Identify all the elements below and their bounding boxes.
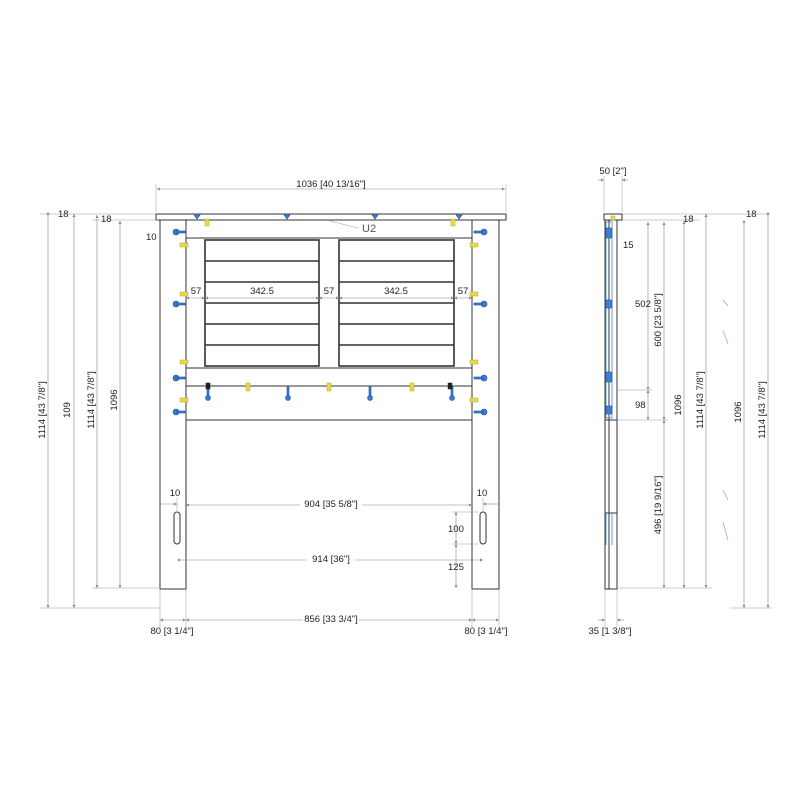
front-left-post <box>160 220 186 589</box>
dim-side-top-thickness-right: 18 <box>746 209 757 220</box>
dim-side-total-height-right: 1114 [43 7/8"] <box>757 381 768 439</box>
dim-top-thickness-right: 18 <box>101 214 112 225</box>
dim-left-total-height: 1114 [43 7/8"] <box>37 381 48 439</box>
dim-side-total-height: 1114 [43 7/8"] <box>695 371 706 429</box>
dim-side-panel-height: 600 [23 5/8"] <box>653 293 664 347</box>
dim-post-width-right: 80 [3 1/4"] <box>464 626 508 637</box>
dim-slot-offset-left: 10 <box>169 488 181 499</box>
dim-side-slat-offset: 15 <box>623 240 634 251</box>
dim-side-lower-height: 496 [19 9/16"] <box>653 475 664 535</box>
dim-side-rail-offset: 98 <box>635 400 646 411</box>
dim-left-post-height: 1114 [43 7/8"] <box>86 371 97 429</box>
dim-post-offset: 10 <box>146 232 157 243</box>
front-right-slats <box>339 261 454 345</box>
dim-post-width-left: 80 [3 1/4"] <box>150 626 194 637</box>
dim-slot-height: 125 <box>448 562 464 573</box>
front-left-slats <box>205 261 319 345</box>
dim-overall-width: 1036 [40 13/16"] <box>296 179 366 190</box>
dim-slot-length: 100 <box>448 524 464 535</box>
front-dowels-yellow <box>180 219 478 402</box>
dim-gap-left: 57 <box>190 286 202 297</box>
dim-left-partial-height: 109 <box>62 402 73 418</box>
dim-side-depth: 50 [2"] <box>599 166 627 177</box>
front-left-slot <box>174 512 180 544</box>
dim-slot-span: 914 [36"] <box>312 554 350 565</box>
dim-panel-right-width: 342.5 <box>384 286 408 297</box>
part-label-u2: U2 <box>362 223 377 235</box>
front-right-slot <box>480 512 486 544</box>
front-view <box>37 179 508 637</box>
dim-between-posts: 856 [33 3/4"] <box>304 614 358 625</box>
dim-side-top-thickness: 18 <box>683 214 694 225</box>
dim-side-inner-height: 1096 <box>673 394 684 416</box>
dim-side-upper-height: 502 <box>635 299 651 310</box>
dim-side-post-depth: 35 [1 3/8"] <box>588 626 632 637</box>
dim-side-inner-height-right: 1096 <box>733 401 744 423</box>
dim-gap-center: 57 <box>323 286 335 297</box>
side-post <box>605 220 617 589</box>
dim-gap-right: 57 <box>457 286 469 297</box>
dim-left-inner-height: 1096 <box>109 389 120 411</box>
dim-inner-span: 904 [35 5/8"] <box>304 499 358 510</box>
dim-slot-offset-right: 10 <box>476 488 488 499</box>
dim-top-thickness-left: 18 <box>58 209 69 220</box>
dim-panel-left-width: 342.5 <box>250 286 274 297</box>
side-view <box>589 166 773 637</box>
